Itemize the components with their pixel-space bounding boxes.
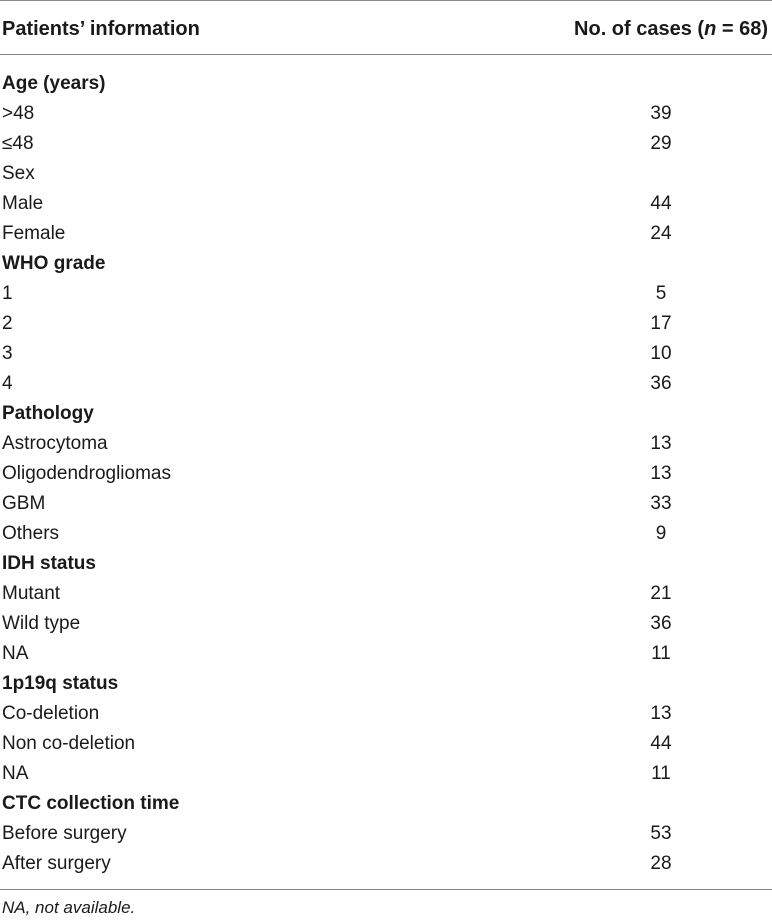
table-row (0, 567, 772, 605)
header-patients-information: Patients’ information (2, 18, 200, 40)
table-section-row (0, 237, 772, 275)
row-value: 21 (650, 583, 672, 605)
section-label: CTC collection time (2, 793, 180, 815)
table-row (0, 687, 772, 725)
row-value: 10 (650, 343, 672, 365)
table-row (0, 447, 772, 485)
table-row (0, 477, 772, 515)
row-value: 53 (650, 823, 672, 845)
row-value: 13 (650, 433, 672, 455)
table-row (0, 327, 772, 365)
table-row (0, 87, 772, 125)
table-section-row (0, 537, 772, 575)
table-footnote: NA, not available. (2, 898, 136, 917)
table-row (0, 747, 772, 785)
row-label: Before surgery (2, 823, 127, 845)
table-row (0, 417, 772, 455)
row-value: 36 (650, 613, 672, 635)
table-body (0, 57, 772, 875)
row-value: 5 (655, 283, 667, 305)
row-label: 1 (2, 283, 13, 305)
row-label: Sex (2, 163, 35, 185)
table-row (0, 627, 772, 665)
table-header-row (0, 0, 772, 54)
table-section-row (0, 777, 772, 815)
table-row (0, 357, 772, 395)
table-bottom-rule (0, 889, 772, 890)
row-label: ≤48 (2, 133, 34, 155)
row-label: Oligodendrogliomas (2, 463, 171, 485)
row-value: 13 (650, 463, 672, 485)
row-label: Others (2, 523, 60, 545)
header-cases-prefix: No. of cases ( (574, 18, 705, 40)
table-row (0, 597, 772, 635)
row-label: NA (2, 643, 29, 665)
row-label: >48 (2, 103, 35, 125)
table-row (0, 117, 772, 155)
row-label: 2 (2, 313, 13, 335)
table-section-row (0, 657, 772, 695)
header-number-of-cases (574, 17, 768, 41)
row-value: 9 (655, 523, 667, 545)
section-label: 1p19q status (2, 673, 119, 695)
row-value: 36 (650, 373, 672, 395)
table-section-row (0, 387, 772, 425)
row-value: 13 (650, 703, 672, 725)
table-row (0, 147, 772, 185)
table-row (0, 207, 772, 245)
row-label: Female (2, 223, 66, 245)
row-label: GBM (2, 493, 46, 515)
section-label: Pathology (2, 403, 94, 425)
row-value: 11 (651, 643, 671, 665)
table-header-rule (0, 54, 772, 55)
table-row (0, 717, 772, 755)
row-label: Non co-deletion (2, 733, 136, 755)
row-value: 44 (650, 733, 672, 755)
table-row (0, 807, 772, 845)
row-value: 11 (651, 763, 671, 785)
table-row (0, 507, 772, 545)
row-label: Mutant (2, 583, 61, 605)
row-label: 3 (2, 343, 13, 365)
row-label: Male (2, 193, 44, 215)
row-value: 24 (650, 223, 672, 245)
row-label: Astrocytoma (2, 433, 108, 455)
row-value: 39 (650, 103, 672, 125)
section-label: IDH status (2, 553, 96, 575)
table-row (0, 177, 772, 215)
table-row (0, 837, 772, 875)
section-label: Age (years) (2, 73, 106, 94)
row-value: 44 (650, 193, 672, 215)
row-label: After surgery (2, 853, 111, 875)
header-cases-suffix: = 68) (716, 18, 768, 40)
table-row (0, 297, 772, 335)
row-value: 17 (650, 313, 672, 335)
row-value: 28 (650, 853, 672, 875)
table-section-row (0, 57, 772, 94)
row-value: 29 (650, 133, 672, 155)
header-cases-n: n (704, 18, 717, 40)
row-label: Wild type (2, 613, 81, 635)
row-label: 4 (2, 373, 13, 395)
row-label: NA (2, 763, 29, 785)
table-row (0, 267, 772, 305)
section-label: WHO grade (2, 253, 106, 275)
row-value: 33 (650, 493, 672, 515)
row-label: Co-deletion (2, 703, 100, 725)
